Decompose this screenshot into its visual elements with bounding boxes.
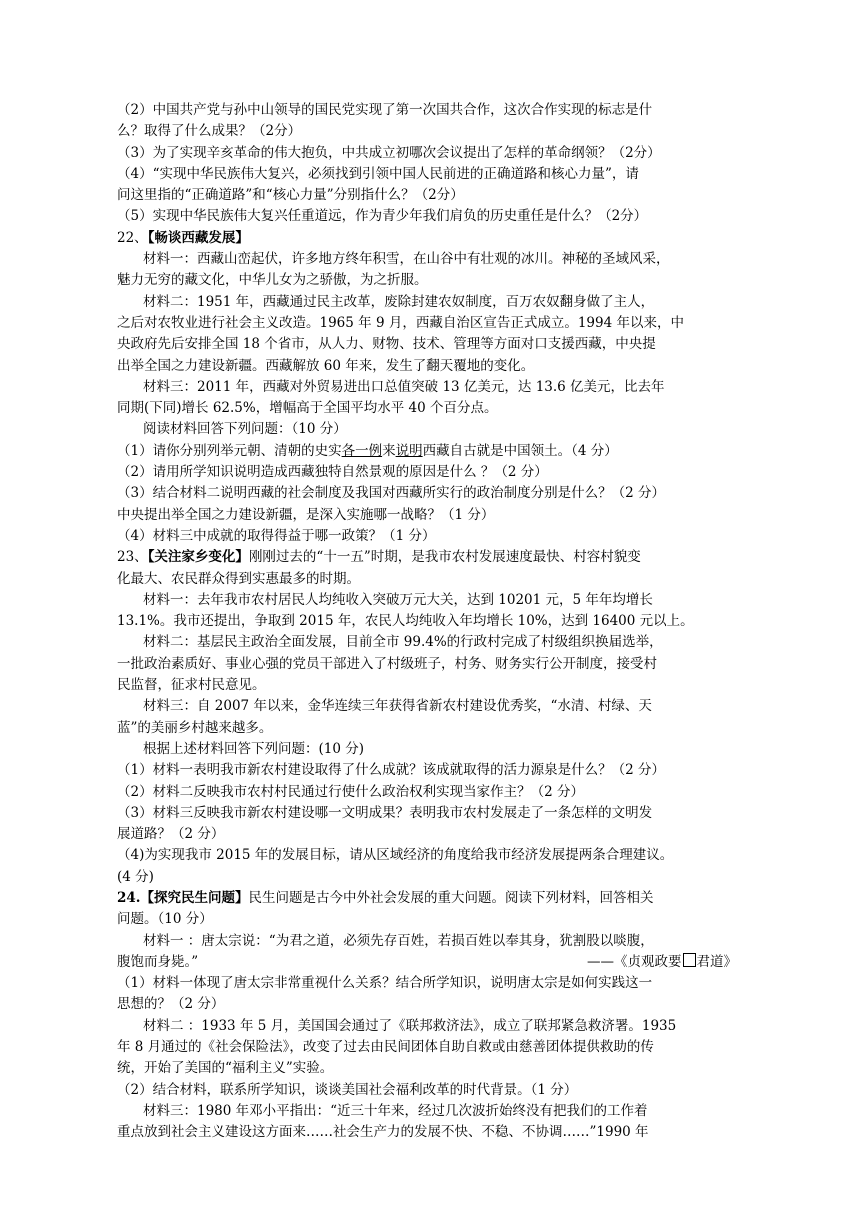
q21-part2-line2: 么？取得了什么成果？（2分） <box>117 123 302 140</box>
q23-material2-line3: 民监督，征求村民意见。 <box>117 677 266 694</box>
q22-material3-line1: 材料三：2011 年，西藏对外贸易进出口总值突破 13 亿美元，达 13.6 亿美元，比去年 <box>143 378 665 395</box>
q23-material2-line1: 材料二：基层民主政治全面发展，目前全市 99.4%的行政村完成了村级组织换届选举， <box>143 634 663 651</box>
q23-material1-line2: 13.1%。我市还提出，争取到 2015 年，农民人均纯收入年均增长 10%，达到 16400 元以上。 <box>117 613 694 630</box>
q23-intro: 根据上述材料回答下列问题：(10 分) <box>143 740 365 757</box>
q22-part3-line1: （3）结合材料二说明西藏的社会制度及我国对西藏所实行的政治制度分别是什么？（2 分） <box>117 485 665 502</box>
q23-title: 【关注家乡变化】 <box>147 549 249 566</box>
q22-material2-line1: 材料二：1951 年，西藏通过民主改革，废除封建农奴制度，百万农奴翻身做了主人， <box>143 293 655 310</box>
q21-part4-line1: （4）“实现中华民族伟大复兴，必须找到引领中国人民前进的正确道路和核心力量”，请 <box>117 165 639 182</box>
q22-part1 <box>117 441 737 462</box>
q22-material3-line2: 同期(下同)增长 62.5%，增幅高于全国平均水平 40 个百分点。 <box>117 400 498 417</box>
q22-part4: （4）材料三中成就的取得得益于哪一政策？（1 分） <box>117 527 436 544</box>
q22-number: 22、 <box>117 229 148 246</box>
q22-part1-pre: （1）请你分别列举元朝、清朝的史实 <box>117 442 342 459</box>
q21-part3: （3）为了实现辛亥革命的伟大抱负，中共成立初哪次会议提出了怎样的革命纲领？（2分） <box>117 144 661 161</box>
q22-part1-underline2: 说明 <box>395 442 423 459</box>
q23-heading <box>117 547 737 568</box>
q23-material1-line1: 材料一：去年我市农村居民人均纯收入突破万元大关，达到 10201 元，5 年年均增长 <box>143 591 653 608</box>
q24-material3-line1: 材料三：1980 年邓小平指出：“近三十年来，经过几次波折始终没有把我们的工作着 <box>143 1102 648 1119</box>
q24-material3-line2: 重点放到社会主义建设这方面来……社会生产力的发展不快、不稳、不协调……”1990 年 <box>117 1124 649 1141</box>
q23-part4-line2: (4 分) <box>117 868 154 885</box>
q23-part4-line1: （4)为实现我市 2015 年的发展目标，请从区域经济的角度给我市经济发展提两条合理建议。 <box>117 847 674 864</box>
q24-part2: （2）结合材料，联系所学知识，谈谈美国社会福利改革的时代背景。（1 分） <box>117 1081 578 1098</box>
q22-part3-line2: 中央提出举全国之力建设新疆，是深入实施哪一战略？（1 分） <box>117 506 495 523</box>
q24-lead-line2: 问题。（10 分） <box>117 911 213 928</box>
q24-number: 24. <box>117 889 141 906</box>
q23-lead-line1: 刚刚过去的“十一五”时期，是我市农村发展速度最快、村容村貌变 <box>248 549 641 566</box>
q22-material1-line2: 魅力无穷的藏文化，中华儿女为之骄傲，为之折服。 <box>117 272 428 289</box>
q22-material2-line2: 之后对农牧业进行社会主义改造。1965 年 9 月，西藏自治区宣告正式成立。1994 年以来，中 <box>117 314 684 331</box>
q24-material2-line1: 材料二 ：1933 年 5 月，美国国会通过了《联邦救济法》，成立了联邦紧急救济署。1935 <box>143 1017 677 1034</box>
q24-part1-line1: （1）材料一体现了唐太宗非常重视什么关系？结合所学知识，说明唐太宗是如何实践这一 <box>117 975 653 992</box>
q24-material1-source <box>587 952 737 973</box>
q22-title: 【畅谈西藏发展】 <box>147 229 249 246</box>
q24-source-pre: ——《贞观政要 <box>587 953 682 970</box>
q23-number: 23、 <box>117 549 148 566</box>
missing-glyph-box <box>683 953 696 967</box>
q24-material2-line3: 统，开始了美国的“福利主义”实验。 <box>117 1060 334 1077</box>
q22-part1-mid: 来 <box>382 442 396 459</box>
q23-lead-line2: 化最大、农民群众得到实惠最多的时期。 <box>117 570 360 587</box>
q21-part4-line2: 问这里指的“正确道路”和“核心力量”分别指什么？（2分） <box>117 187 464 204</box>
q23-material3-line2: 蓝”的美丽乡村越来越多。 <box>117 719 273 736</box>
q22-part1-post: 西藏自古就是中国领土。（4 分） <box>422 442 618 459</box>
q24-part1-line2: 思想的？（2 分） <box>117 996 225 1013</box>
q22-material2-line3: 央政府先后安排全国 18 个省市，从人力、财物、技术、管理等方面对口支援西藏，中央提 <box>117 336 656 353</box>
q24-material1-line2 <box>117 952 737 973</box>
q23-material2-line2: 一批政治素质好、事业心强的党员干部进入了村级班子，村务、财务实行公开制度，接受村 <box>117 655 657 672</box>
q22-material2-line4: 出举全国之力建设新疆。西藏解放 60 年来，发生了翻天覆地的变化。 <box>117 357 535 374</box>
q23-part3-line1: （3）材料三反映我市新农村建设哪一文明成果？表明我市农村发展走了一条怎样的文明发 <box>117 804 653 821</box>
q22-heading <box>117 228 737 249</box>
exam-page <box>117 100 737 1144</box>
q21-part5: （5）实现中华民族伟大复兴任重道远，作为青少年我们肩负的历史重任是什么？（2分） <box>117 208 648 225</box>
q23-part1: （1）材料一表明我市新农村建设取得了什么成就？该成就取得的活力源泉是什么？（2 分） <box>117 762 665 779</box>
q24-material1-quote-end: 腹饱而身毙。” <box>117 953 199 970</box>
q24-heading <box>117 888 737 909</box>
q24-source-post: 君道》 <box>696 953 737 970</box>
q23-part2: （2）材料二反映我市农村村民通过行使什么政治权利实现当家作主？（2 分） <box>117 783 584 800</box>
q24-material2-line2: 年 8 月通过的《社会保险法》，改变了过去由民间团体自助自救或由慈善团体提供救助的传 <box>117 1039 654 1056</box>
q22-part1-underline1: 各一例 <box>341 442 383 459</box>
q21-part2-line1: （2）中国共产党与孙中山领导的国民党实现了第一次国共合作，这次合作实现的标志是什 <box>117 102 653 118</box>
q22-intro: 阅读材料回答下列问题：（10 分） <box>143 421 347 438</box>
q24-title: 【探究民生问题】 <box>140 889 249 906</box>
q24-material1-line1: 材料一 ：唐太宗说：“为君之道，必须先存百姓，若损百姓以奉其身，犹割股以啖腹， <box>143 932 654 949</box>
q24-lead-line1: 民生问题是古今中外社会发展的重大问题。阅读下列材料，回答相关 <box>248 889 654 906</box>
q23-material3-line1: 材料三：自 2007 年以来，金华连续三年获得省新农村建设优秀奖，“水清、村绿、天 <box>143 698 652 715</box>
q23-part3-line2: 展道路？（2 分） <box>117 826 225 843</box>
q22-part2: （2）请用所学知识说明造成西藏独特自然景观的原因是什么 ？（2 分） <box>117 464 548 481</box>
q22-material1-line1: 材料一：西藏山峦起伏，许多地方终年积雪，在山谷中有壮观的冰川。神秘的圣域风采， <box>143 251 670 268</box>
